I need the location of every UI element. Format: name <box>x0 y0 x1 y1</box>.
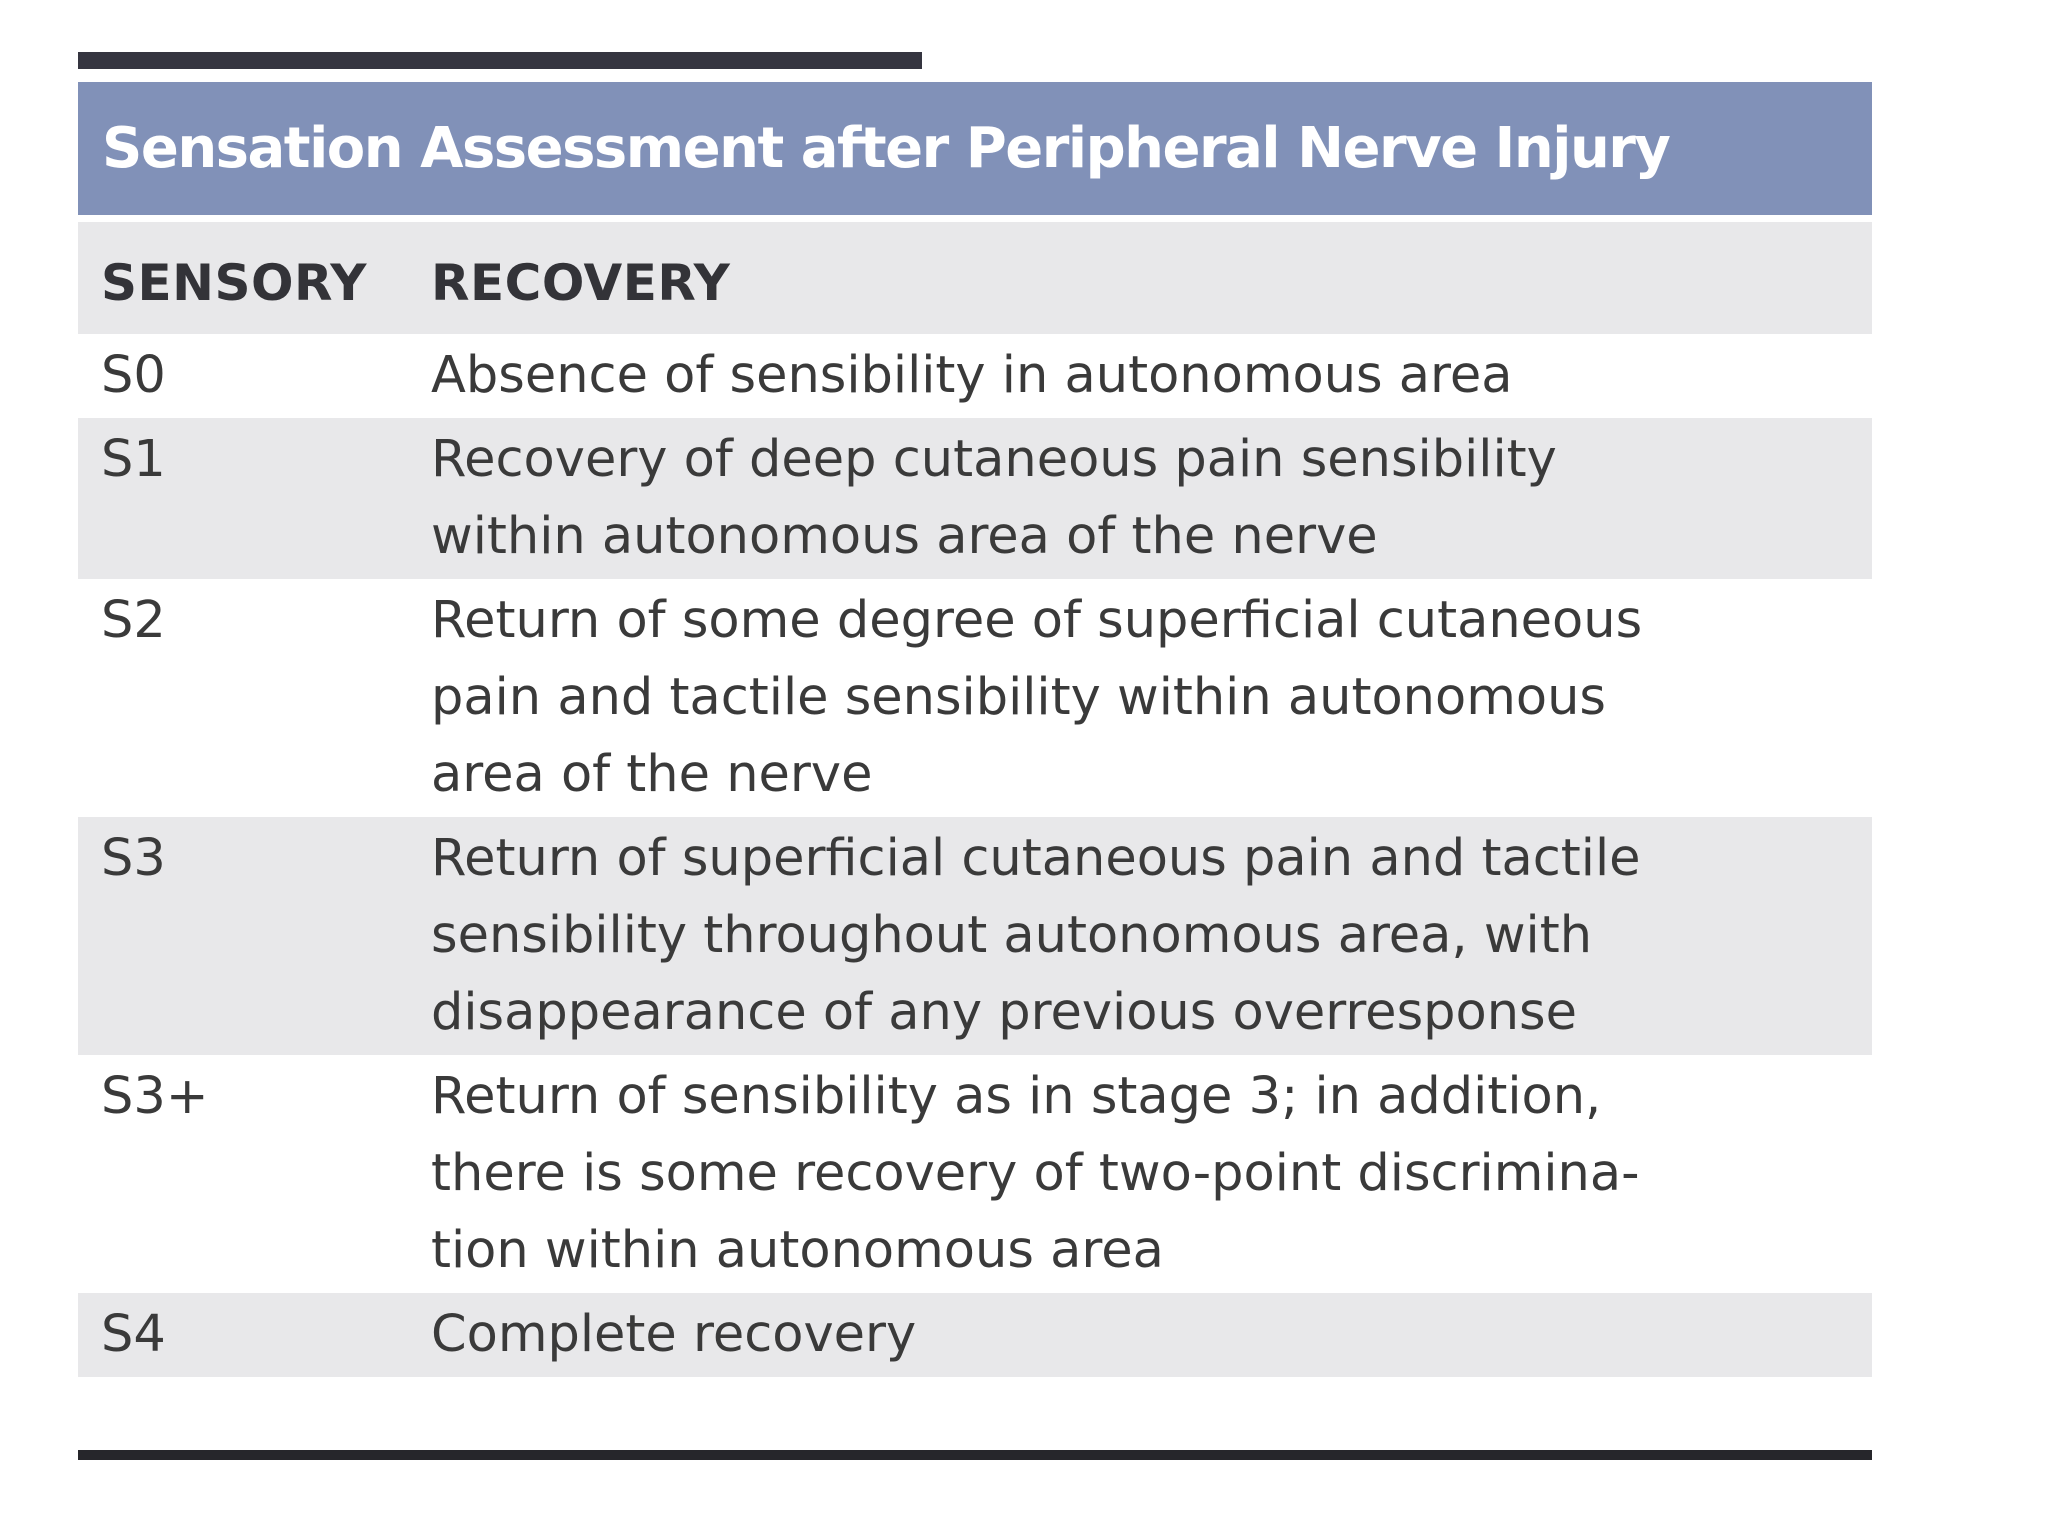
grade-cell: S3 <box>101 829 166 888</box>
bottom-rule <box>78 1450 1872 1460</box>
table-row <box>78 817 1872 1055</box>
column-header-recovery: RECOVERY <box>431 254 731 312</box>
recovery-cell: Absence of sensibility in autonomous area <box>431 346 1513 405</box>
table-header-row <box>78 222 1872 334</box>
table-row <box>78 334 1872 418</box>
grade-cell: S0 <box>101 346 166 405</box>
recovery-cell: Recovery of deep cutaneous pain sensibility within autonomous area of the nerve <box>431 430 1557 566</box>
table-title-bar <box>78 82 1872 215</box>
table-row <box>78 418 1872 579</box>
grade-cell: S1 <box>101 430 166 489</box>
recovery-cell: Return of some degree of superficial cutaneous pain and tactile sensibility within autonomous area of the nerve <box>431 591 1643 804</box>
column-header-sensory: SENSORY <box>101 254 367 312</box>
recovery-cell: Return of superficial cutaneous pain and tactile sensibility throughout autonomous area, with disappearance of any previous overresponse <box>431 829 1641 1042</box>
table-row <box>78 1293 1872 1377</box>
sensation-table <box>78 222 1872 1377</box>
table-row <box>78 579 1872 817</box>
table-row <box>78 1055 1872 1293</box>
recovery-cell: Complete recovery <box>431 1305 917 1364</box>
top-rule <box>78 52 922 69</box>
table-title: Sensation Assessment after Peripheral Nerve Injury <box>102 116 1670 181</box>
grade-cell: S2 <box>101 591 166 650</box>
grade-cell: S3+ <box>101 1067 209 1126</box>
recovery-cell: Return of sensibility as in stage 3; in addition, there is some recovery of two-point discrimina- tion within autonomous area <box>431 1067 1640 1280</box>
grade-cell: S4 <box>101 1305 166 1364</box>
